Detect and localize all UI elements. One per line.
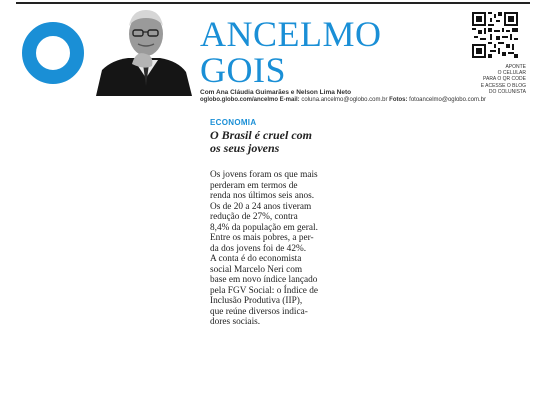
body-line: Os jovens foram os que mais bbox=[210, 170, 318, 180]
body-line: perderam em termos de bbox=[210, 180, 298, 191]
qr-code-icon bbox=[472, 12, 518, 58]
byline: Com Ana Cláudia Guimarães e Nelson Lima Neto bbox=[200, 89, 352, 96]
email-address[interactable]: coluna.ancelmo@oglobo.com.br bbox=[301, 97, 388, 103]
site-link[interactable]: oglobo.globo.com/ancelmo bbox=[200, 97, 278, 103]
body-line: Inclusão Produtiva (IIP), bbox=[210, 296, 303, 306]
columnist-name-last: GOIS bbox=[200, 50, 287, 90]
qr-caption-line: DO COLUNISTA bbox=[488, 88, 526, 95]
contact-line bbox=[200, 97, 486, 103]
headline-line: O Brasil é cruel com bbox=[210, 128, 312, 142]
qr-caption-line: O CELULAR bbox=[497, 70, 526, 77]
qr-caption-line: PARA O QR CODE bbox=[483, 76, 526, 83]
article bbox=[210, 118, 332, 328]
body-line: da dos jovens foi de 42%. bbox=[210, 243, 307, 254]
body-line: renda nos últimos seis anos. bbox=[210, 191, 315, 201]
body-line: base em novo índice lançado bbox=[210, 275, 318, 285]
body-line: Os de 20 a 24 anos tiveram bbox=[210, 201, 312, 212]
body-line: pela FGV Social: o Índice de bbox=[210, 285, 319, 296]
article-body bbox=[210, 170, 332, 328]
photos-label: Fotos: bbox=[389, 97, 408, 103]
columnist-photo bbox=[88, 4, 198, 96]
photos-email[interactable]: fotoancelmo@oglobo.com.br bbox=[409, 97, 486, 103]
body-line: redução de 27%, contra bbox=[210, 212, 298, 222]
qr-caption-line: APONTE bbox=[505, 64, 526, 70]
qr-caption-line: E ACESSE O BLOG bbox=[480, 82, 526, 89]
section-label: ECONOMIA bbox=[210, 118, 257, 127]
body-line: 8,4% da população em geral. bbox=[210, 222, 318, 233]
body-line: Entre os mais pobres, a per- bbox=[210, 233, 314, 243]
article-headline bbox=[210, 129, 332, 155]
columnist-name-first: ANCELMO bbox=[200, 14, 382, 54]
o-globo-logo bbox=[22, 22, 84, 84]
body-line: A conta é do economista bbox=[210, 254, 302, 264]
body-line: dores sociais. bbox=[210, 317, 261, 327]
email-label: E-mail: bbox=[279, 97, 300, 103]
headline-line: os seus jovens bbox=[210, 141, 280, 155]
body-line: que reúne diversos indica- bbox=[210, 306, 308, 317]
qr-caption bbox=[468, 64, 526, 95]
body-line: social Marcelo Neri com bbox=[210, 264, 303, 275]
